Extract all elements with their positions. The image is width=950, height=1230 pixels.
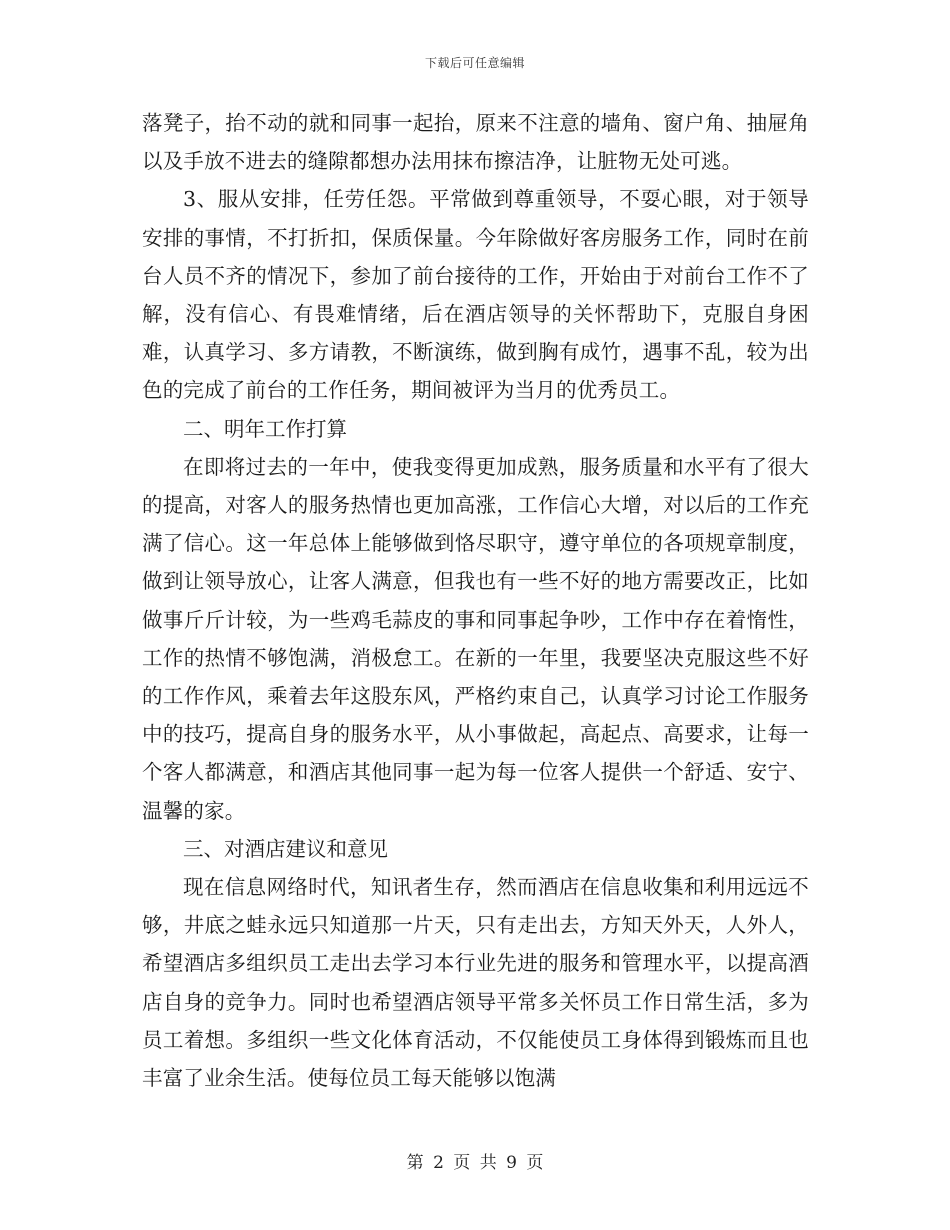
document-body: [142, 104, 809, 1097]
section-heading-next-year-plan: 二、明年工作打算: [183, 416, 347, 441]
paragraph-next-year-plan: 在即将过去的一年中，使我变得更加成熟，服务质量和水平有了很大的提高，对客人的服务热情也更加高涨，工作信心大增，对以后的工作充满了信心。这一年总体上能够做到恪尽职守，遵守单位的各项规章制度，做到让领导放心，让客人满意，但我也有一些不好的地方需要改正，比如做事斤斤计较，为一些鸡毛蒜皮的事和同事起争吵，工作中存在着惰性，工作的热情不够饱满，消极怠工。在新的一年里，我要坚决克服这些不好的工作作风，乘着去年这股东风，严格约束自己，认真学习讨论工作服务中的技巧，提高自身的服务水平，从小事做起，高起点、高要求，让每一个客人都满意，和酒店其他同事一起为每一位客人提供一个舒适、安宁、温馨的家。: [142, 454, 809, 823]
section-heading-suggestions: 三、对酒店建议和意见: [183, 836, 388, 861]
page-header: 下载后可任意编辑: [424, 56, 525, 70]
paragraph-continuation: 落凳子，抬不动的就和同事一起抬，原来不注意的墙角、窗户角、抽屉角以及手放不进去的缝隙都想办法用抹布擦洁净，让脏物无处可逃。: [142, 111, 809, 174]
page-number: 第 2 页 共 9 页: [406, 1153, 544, 1173]
paragraph-suggestions: 现在信息网络时代，知讯者生存，然而酒店在信息收集和利用远远不够，井底之蛙永远只知道那一片天，只有走出去，方知天外天，人外人，希望酒店多组织员工走出去学习本行业先进的服务和管理水平，以提高酒店自身的竞争力。同时也希望酒店领导平常多关怀员工作日常生活，多为员工着想。多组织一些文化体育活动，不仅能使员工身体得到锻炼而且也丰富了业余生活。使每位员工每天能够以饱满: [142, 875, 809, 1091]
paragraph-obey-arrangement: 3、服从安排，任劳任怨。平常做到尊重领导，不耍心眼，对于领导安排的事情，不打折扣，保质保量。今年除做好客房服务工作，同时在前台人员不齐的情况下，参加了前台接待的工作，开始由于对前台工作不了解，没有信心、有畏难情绪，后在酒店领导的关怀帮助下，克服自身困难，认真学习、多方请教，不断演练，做到胸有成竹，遇事不乱，较为出色的完成了前台的工作任务，期间被评为当月的优秀员工。: [142, 187, 809, 403]
